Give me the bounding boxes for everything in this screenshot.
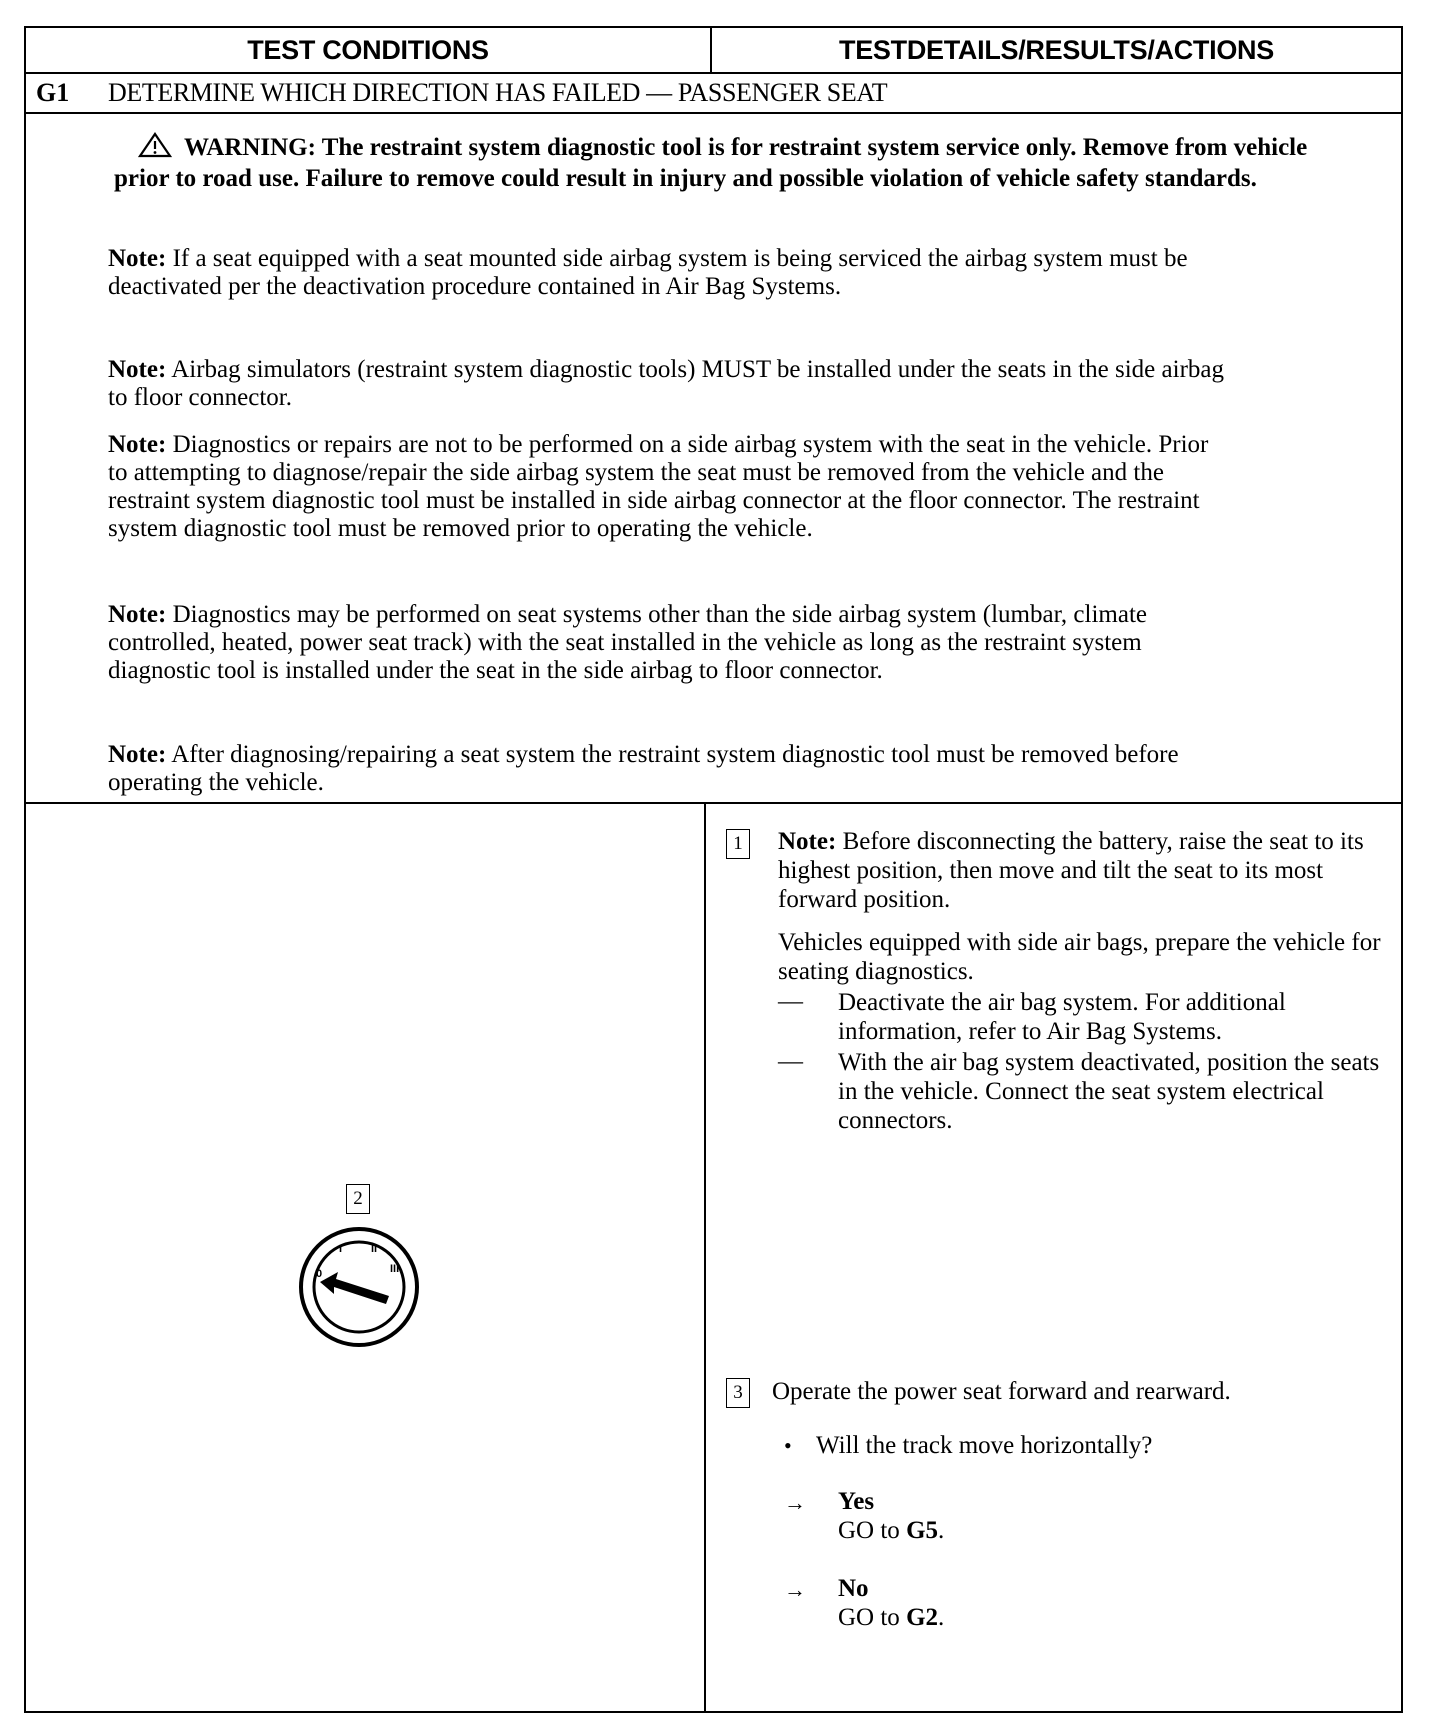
step-2-number: 2 <box>346 1184 370 1214</box>
switch-label-3: III <box>390 1263 400 1275</box>
step-3-question: Will the track move horizontally? <box>816 1432 1153 1459</box>
note-label: Note: <box>108 245 167 272</box>
step-1-dash-item-1: Deactivate the air bag system. For additional information, refer to Air Bag Systems. <box>838 989 1286 1045</box>
note-text: Diagnostics may be performed on seat systems other than the side airbag system (lumbar, climate controlled, heated, power seat track) with the seat installed in the vehicle as long as the restraint system diagnostic tool is installed under the seat in the side airbag to floor connector. <box>108 601 1147 684</box>
note-text: After diagnosing/repairing a seat system the restraint system diagnostic tool must be removed before operating the vehicle. <box>108 741 1179 796</box>
yes-arrow-icon: → <box>784 1490 806 1515</box>
dash-marker: — <box>778 1048 803 1075</box>
step-title-row <box>26 74 1401 114</box>
warning-block <box>114 132 1334 193</box>
step-3-text: Operate the power seat forward and rearward. <box>772 1378 1231 1405</box>
note-label: Note: <box>108 741 167 768</box>
note-3 <box>108 431 1228 543</box>
switch-label-off: 0 <box>316 1268 323 1280</box>
diagnostic-page <box>24 26 1403 1713</box>
note-label: Note: <box>108 601 167 628</box>
no-arrow-icon: → <box>784 1577 806 1602</box>
note-text: If a seat equipped with a seat mounted side airbag system is being serviced the airbag system must be deactivated per the deactivation procedure contained in Air Bag Systems. <box>108 245 1188 300</box>
note-5 <box>108 741 1228 797</box>
procedure-section <box>26 804 1401 1711</box>
step-1-number: 1 <box>726 829 750 859</box>
step-1-note-text: Before disconnecting the battery, raise the seat to its highest position, then move and tilt the seat to its most forward position. <box>778 828 1364 913</box>
warning-text: WARNING: The restraint system diagnostic tool is for restraint system service only. Remove from vehicle prior to road use. Failure to remove could result in injury and possible violation of vehicle safety standards. <box>114 134 1308 192</box>
header-test-conditions: TEST CONDITIONS <box>26 28 712 72</box>
yes-outcome <box>838 1487 1138 1545</box>
no-target-link[interactable]: G2 <box>906 1604 939 1631</box>
no-outcome <box>838 1574 1138 1632</box>
step-1-note-label: Note: <box>778 828 837 855</box>
yes-go-text: GO to <box>838 1517 900 1544</box>
note-label: Note: <box>108 356 167 383</box>
step-title: DETERMINE WHICH DIRECTION HAS FAILED — PASSENGER SEAT <box>108 78 888 107</box>
dash-marker: — <box>778 988 803 1015</box>
yes-label: Yes <box>838 1488 875 1515</box>
switch-label-2: II <box>371 1243 378 1255</box>
bullet-marker: • <box>784 1433 792 1458</box>
note-text: Diagnostics or repairs are not to be performed on a side airbag system with the seat in the vehicle. Prior to attempting to diagnose/repair the side airbag system the seat must be removed from the vehicle and the restraint system diagnostic tool must be installed in side airbag connector at the floor connector. The restraint system diagnostic tool must be removed prior to operating the vehicle. <box>108 431 1209 542</box>
note-label: Note: <box>108 431 167 458</box>
yes-target-link[interactable]: G5 <box>906 1517 939 1544</box>
step-3-number: 3 <box>726 1378 750 1408</box>
notes-section <box>26 114 1401 804</box>
note-4 <box>108 601 1228 685</box>
yes-period: . <box>938 1517 945 1544</box>
no-label: No <box>838 1575 869 1602</box>
step-1-note <box>778 827 1388 914</box>
step-id: G1 <box>36 78 70 107</box>
note-2 <box>108 356 1228 412</box>
step-1-paragraph: Vehicles equipped with side air bags, prepare the vehicle for seating diagnostics. <box>778 929 1381 985</box>
table-header <box>26 28 1401 74</box>
step-1-dash-item-2: With the air bag system deactivated, position the seats in the vehicle. Connect the seat system electrical connectors. <box>838 1049 1380 1134</box>
header-test-details: TESTDETAILS/RESULTS/ACTIONS <box>839 35 1274 65</box>
no-period: . <box>938 1604 945 1631</box>
warning-triangle-icon <box>138 132 172 165</box>
note-1 <box>108 245 1228 301</box>
column-divider <box>704 804 706 1711</box>
note-text: Airbag simulators (restraint system diagnostic tools) MUST be installed under the seats in the side airbag to floor connector. <box>108 356 1224 411</box>
switch-label-1: I <box>339 1243 343 1255</box>
no-go-text: GO to <box>838 1604 900 1631</box>
key-arrow-icon <box>320 1272 389 1304</box>
ignition-switch-icon <box>294 1222 424 1352</box>
